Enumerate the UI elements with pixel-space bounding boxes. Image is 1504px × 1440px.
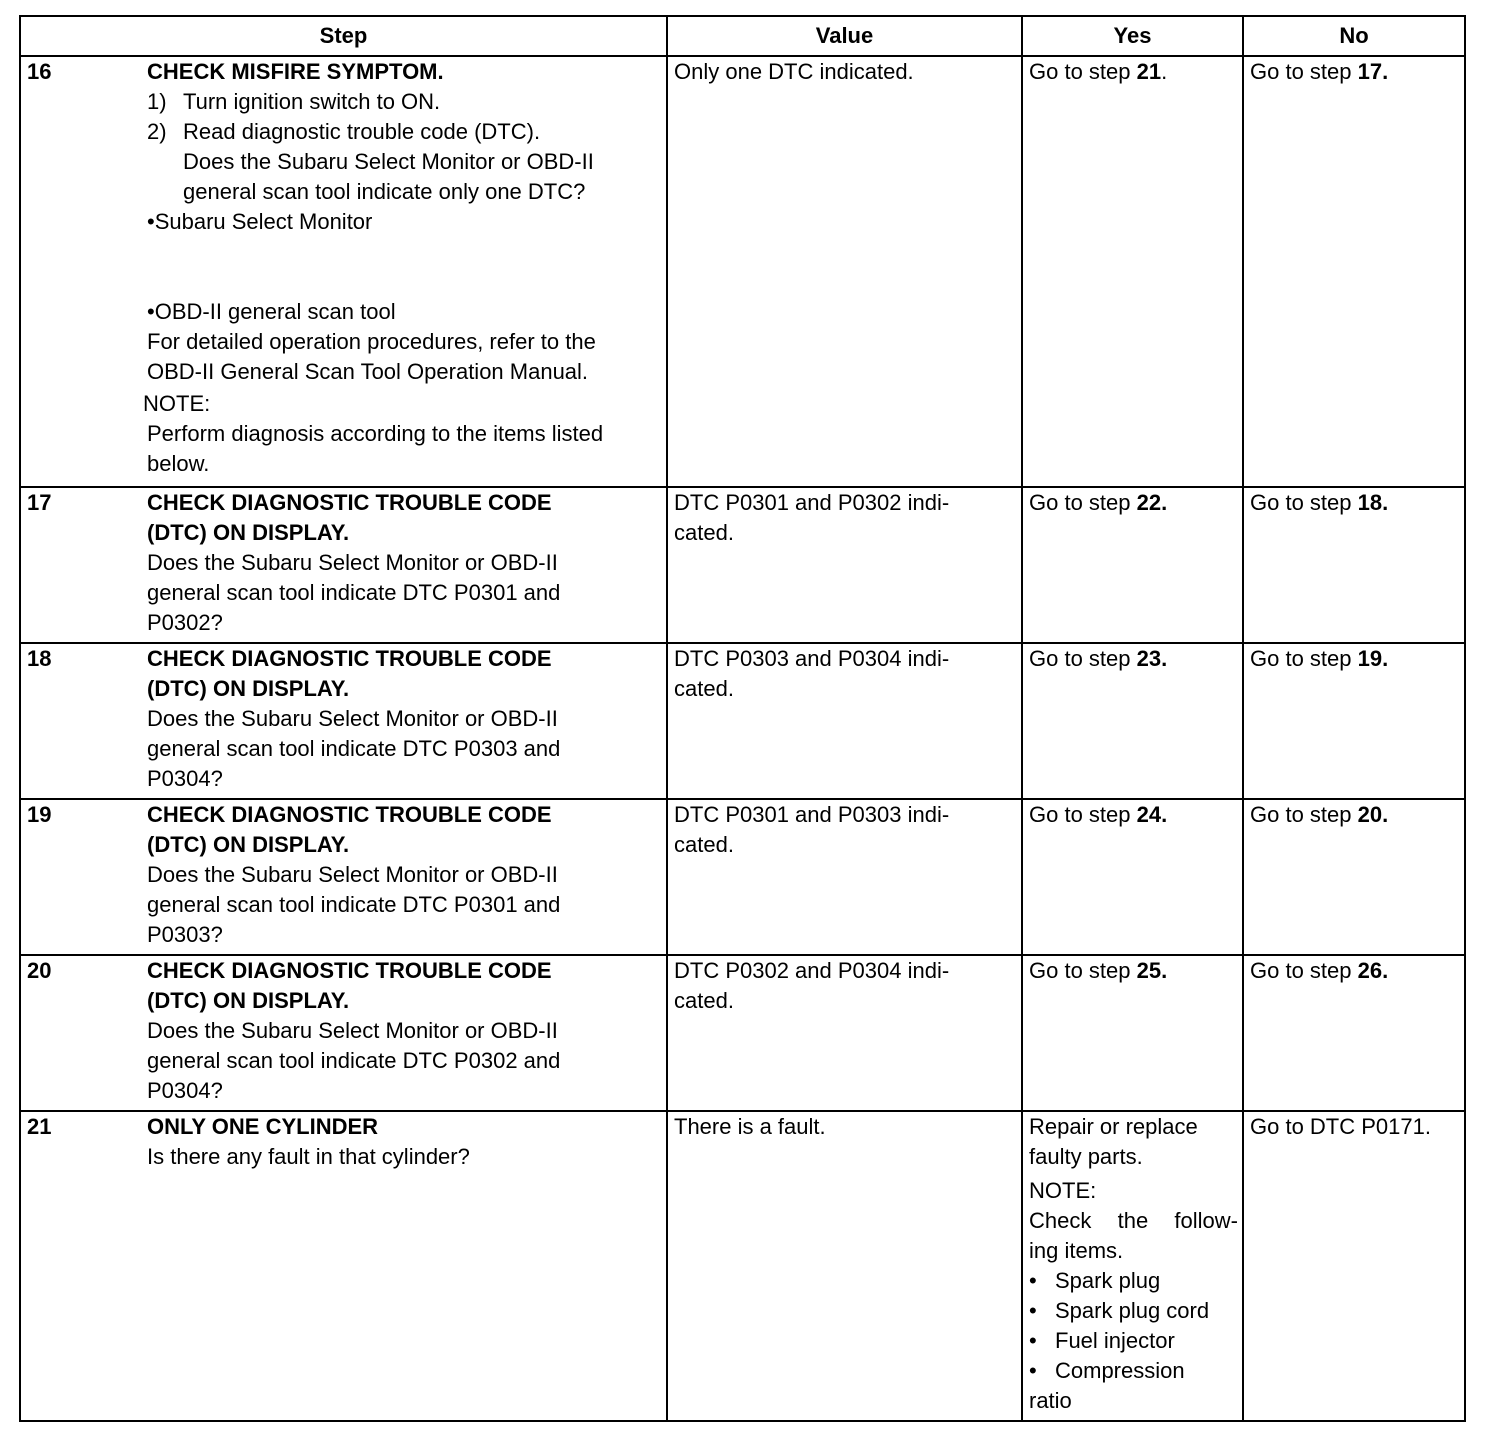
yes-text <box>1023 800 1242 830</box>
detail-text: For detailed operation procedures, refer to the <box>147 329 596 354</box>
no-step-number: 17. <box>1357 59 1389 84</box>
check-item-label: Fuel injector <box>1055 1328 1175 1353</box>
no-text <box>1244 644 1464 674</box>
value-text: DTC P0301 and P0303 indi- <box>674 802 950 827</box>
yes-text <box>1023 57 1242 87</box>
check-item: • Spark plug cord <box>1023 1296 1242 1326</box>
no-cell <box>1243 799 1465 955</box>
question-text: Is there any fault in that cylinder? <box>147 1144 470 1169</box>
header-no: No <box>1243 16 1465 56</box>
yes-text <box>1023 644 1242 674</box>
yes-step-number: 23. <box>1136 646 1168 671</box>
yes-prefix: Go to step <box>1029 646 1137 671</box>
no-prefix: Go to step <box>1250 490 1358 515</box>
question-text: Does the Subaru Select Monitor or OBD-II <box>147 706 558 731</box>
yes-prefix: Go to step <box>1029 59 1137 84</box>
no-prefix: Go to step <box>1250 802 1358 827</box>
step-title: CHECK MISFIRE SYMPTOM. <box>147 59 444 84</box>
table-row <box>20 487 1465 643</box>
yes-step-number: 24. <box>1136 802 1168 827</box>
yes-step-number: 21 <box>1136 59 1162 84</box>
yes-prefix: Go to step <box>1029 490 1137 515</box>
no-prefix: Go to step <box>1250 646 1358 671</box>
check-item-continuation: ratio <box>1029 1388 1072 1413</box>
no-step-number: 18. <box>1357 490 1389 515</box>
step-number: 16 <box>27 59 52 84</box>
yes-cell <box>1022 487 1243 643</box>
substep <box>147 87 664 117</box>
yes-text <box>1023 956 1242 986</box>
step-number: 21 <box>27 1114 52 1139</box>
no-text <box>1244 488 1464 518</box>
yes-prefix: Go to step <box>1029 958 1137 983</box>
value-text: DTC P0301 and P0302 indi- <box>674 490 950 515</box>
question-text: P0304? <box>147 766 223 791</box>
note-block <box>143 389 664 419</box>
no-prefix: Go to step <box>1250 958 1358 983</box>
yes-note-text: ing items. <box>1029 1238 1124 1263</box>
yes-prefix: Go to step <box>1029 802 1137 827</box>
step-cell <box>20 799 667 955</box>
value-text: cated. <box>674 832 734 857</box>
question-text: Does the Subaru Select Monitor or OBD-II <box>147 1018 558 1043</box>
check-item-label: Spark plug cord <box>1055 1298 1210 1323</box>
table-row <box>20 955 1465 1111</box>
question-text: P0302? <box>147 610 223 635</box>
step-body <box>147 644 666 794</box>
step-title: ONLY ONE CYLINDER <box>147 1114 379 1139</box>
no-cell <box>1243 1111 1465 1421</box>
no-cell <box>1243 56 1465 487</box>
step-title: (DTC) ON DISPLAY. <box>147 676 350 701</box>
step-body <box>147 956 666 1106</box>
no-step-number: 20. <box>1357 802 1389 827</box>
table-row <box>20 799 1465 955</box>
substep <box>147 117 664 147</box>
value-text: Only one DTC indicated. <box>674 59 914 84</box>
step-number: 17 <box>27 490 52 515</box>
yes-cell <box>1022 56 1243 487</box>
yes-step-number: 22. <box>1136 490 1168 515</box>
value-text: cated. <box>674 988 734 1013</box>
check-item-label: Spark plug <box>1055 1268 1161 1293</box>
yes-step-number: 25. <box>1136 958 1168 983</box>
check-item: • Compression <box>1023 1356 1242 1386</box>
value-cell <box>667 56 1022 487</box>
check-item: • Spark plug <box>1023 1266 1242 1296</box>
header-step: Step <box>20 16 667 56</box>
yes-text <box>1023 488 1242 518</box>
value-cell <box>667 487 1022 643</box>
detail-text: OBD-II General Scan Tool Operation Manual. <box>147 359 589 384</box>
value-cell <box>667 643 1022 799</box>
step-body <box>147 488 666 638</box>
table-row <box>20 56 1465 487</box>
substep-continuation: Does the Subaru Select Monitor or OBD-II <box>183 149 594 174</box>
step-cell <box>20 487 667 643</box>
no-prefix: Go to step <box>1250 59 1358 84</box>
substep-index: 1) <box>147 89 167 114</box>
note-text: Perform diagnosis according to the items listed <box>147 421 604 446</box>
value-cell <box>667 955 1022 1111</box>
yes-note-text: Check the follow- <box>1029 1208 1238 1233</box>
check-item: • Fuel injector <box>1023 1326 1242 1356</box>
check-item-label: Compression <box>1055 1358 1185 1383</box>
note-text: below. <box>147 451 210 476</box>
substep-text: Turn ignition switch to ON. <box>183 89 441 114</box>
no-cell <box>1243 487 1465 643</box>
question-text: P0303? <box>147 922 223 947</box>
table-row <box>20 643 1465 799</box>
value-cell <box>667 1111 1022 1421</box>
no-text <box>1244 956 1464 986</box>
step-title: CHECK DIAGNOSTIC TROUBLE CODE <box>147 490 552 515</box>
diagnostic-sheet <box>19 15 1464 1422</box>
question-text: Does the Subaru Select Monitor or OBD-II <box>147 550 558 575</box>
step-cell <box>20 643 667 799</box>
no-step-number: 26. <box>1357 958 1389 983</box>
yes-cell <box>1022 643 1243 799</box>
value-text: DTC P0303 and P0304 indi- <box>674 646 950 671</box>
yes-cell <box>1022 955 1243 1111</box>
no-text <box>1244 57 1464 87</box>
question-text: P0304? <box>147 1078 223 1103</box>
step-cell <box>20 56 667 487</box>
step-body <box>147 800 666 950</box>
value-text: cated. <box>674 520 734 545</box>
substep-continuation: general scan tool indicate only one DTC? <box>183 179 586 204</box>
step-title: (DTC) ON DISPLAY. <box>147 520 350 545</box>
step-number: 20 <box>27 958 52 983</box>
value-text: There is a fault. <box>674 1114 826 1139</box>
tool-option: •OBD-II general scan tool <box>147 299 396 324</box>
substep-text: Read diagnostic trouble code (DTC). <box>183 119 541 144</box>
question-text: general scan tool indicate DTC P0302 and <box>147 1048 561 1073</box>
step-body <box>147 1112 666 1172</box>
step-cell <box>20 1111 667 1421</box>
yes-suffix: . <box>1161 59 1168 84</box>
header-yes: Yes <box>1022 16 1243 56</box>
table-header-row <box>20 16 1465 56</box>
step-number: 18 <box>27 646 52 671</box>
step-title: (DTC) ON DISPLAY. <box>147 988 350 1013</box>
diagnostic-table <box>19 15 1466 1422</box>
no-cell <box>1243 955 1465 1111</box>
tool-option: •Subaru Select Monitor <box>147 209 373 234</box>
yes-action: faulty parts. <box>1029 1144 1143 1169</box>
no-text: Go to DTC P0171. <box>1250 1114 1431 1139</box>
step-title: (DTC) ON DISPLAY. <box>147 832 350 857</box>
table-row <box>20 1111 1465 1421</box>
substep-index: 2) <box>147 119 167 144</box>
value-text: cated. <box>674 676 734 701</box>
no-cell <box>1243 643 1465 799</box>
step-title: CHECK DIAGNOSTIC TROUBLE CODE <box>147 646 552 671</box>
step-title: CHECK DIAGNOSTIC TROUBLE CODE <box>147 958 552 983</box>
step-title: CHECK DIAGNOSTIC TROUBLE CODE <box>147 802 552 827</box>
step-number: 19 <box>27 802 52 827</box>
yes-note-label: NOTE: <box>1029 1178 1097 1203</box>
header-value: Value <box>667 16 1022 56</box>
value-text: DTC P0302 and P0304 indi- <box>674 958 950 983</box>
no-text <box>1244 800 1464 830</box>
yes-cell <box>1022 1111 1243 1421</box>
yes-action: Repair or replace <box>1029 1114 1198 1139</box>
question-text: general scan tool indicate DTC P0303 and <box>147 736 561 761</box>
note-label: NOTE: <box>143 391 211 416</box>
question-text: Does the Subaru Select Monitor or OBD-II <box>147 862 558 887</box>
question-text: general scan tool indicate DTC P0301 and <box>147 580 561 605</box>
step-cell <box>20 955 667 1111</box>
question-text: general scan tool indicate DTC P0301 and <box>147 892 561 917</box>
step-body <box>143 57 666 479</box>
value-cell <box>667 799 1022 955</box>
yes-cell <box>1022 799 1243 955</box>
no-step-number: 19. <box>1357 646 1389 671</box>
